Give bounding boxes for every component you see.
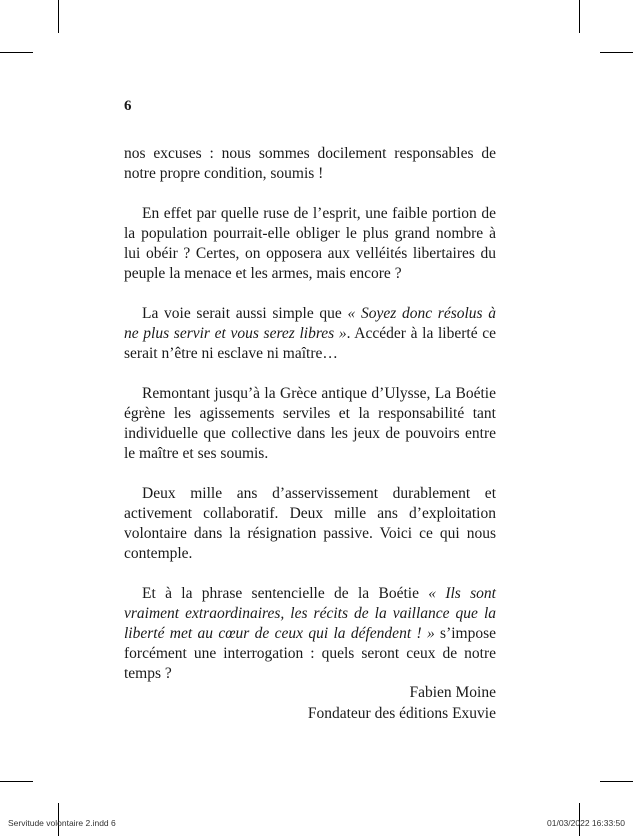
body-text [124, 144, 496, 704]
crop-mark-left-bottom [0, 781, 33, 782]
crop-mark-top-left [58, 0, 59, 33]
slug-datetime: 01/03/2022 16:33:50 [547, 818, 625, 828]
crop-mark-right-top [600, 52, 633, 53]
signature-role: Fondateur des éditions Exuvie [307, 705, 496, 722]
crop-mark-left-top [0, 52, 33, 53]
text-run: . Accéder à la liberté ce serait n’être ni esclave ni maître… [124, 325, 496, 362]
text-run: Et à la phrase sentencielle de la Boétie [142, 585, 429, 602]
paragraph-4 [124, 384, 496, 464]
text-run: nos excuses : nous sommes docilement responsables de notre propre condition, soumis ! [124, 145, 496, 182]
paragraph-1 [124, 144, 496, 184]
signature-name: Fabien Moine [409, 684, 496, 701]
text-run: Remontant jusqu’à la Grèce antique d’Ulysse, La Boétie égrène les agissements serviles et la responsabilité tant individuelle que collective dans les jeux de pouvoirs entre le maître et ses soumis. [124, 385, 496, 462]
paragraph-2 [124, 204, 496, 284]
signature [124, 682, 496, 724]
text-run: s’impose forcément une interrogation : quels seront ceux de notre temps ? [124, 625, 497, 682]
paragraph-5 [124, 484, 496, 564]
text-run: La voie serait aussi simple que [142, 305, 348, 322]
text-run: En effet par quelle ruse de l’esprit, une faible portion de la population pourrait-elle obliger le plus grand nombre à lui obéir ? Certes, on opposera aux velléités libertaires du peuple la menace et les armes, mais encore ? [124, 205, 496, 282]
italic-quote: « Soyez donc résolus à ne plus servir et vous serez libres » [124, 305, 497, 342]
paragraph-3 [124, 304, 496, 364]
paragraph-6 [124, 584, 496, 684]
italic-quote: « Ils sont vraiment extraordinaires, les récits de la vaillance que la liberté met au cœur de ceux qui la défendent ! » [124, 585, 496, 642]
text-run: Deux mille ans d’asservissement durablement et activement collaboratif. Deux mille ans d’exploitation volontaire dans la résignation passive. Voici ce qui nous contemple. [124, 485, 496, 562]
crop-mark-right-bottom [600, 781, 633, 782]
slug-filename: Servitude volontaire 2.indd 6 [8, 818, 116, 828]
crop-mark-top-right [579, 0, 580, 33]
page-number: 6 [124, 98, 132, 114]
